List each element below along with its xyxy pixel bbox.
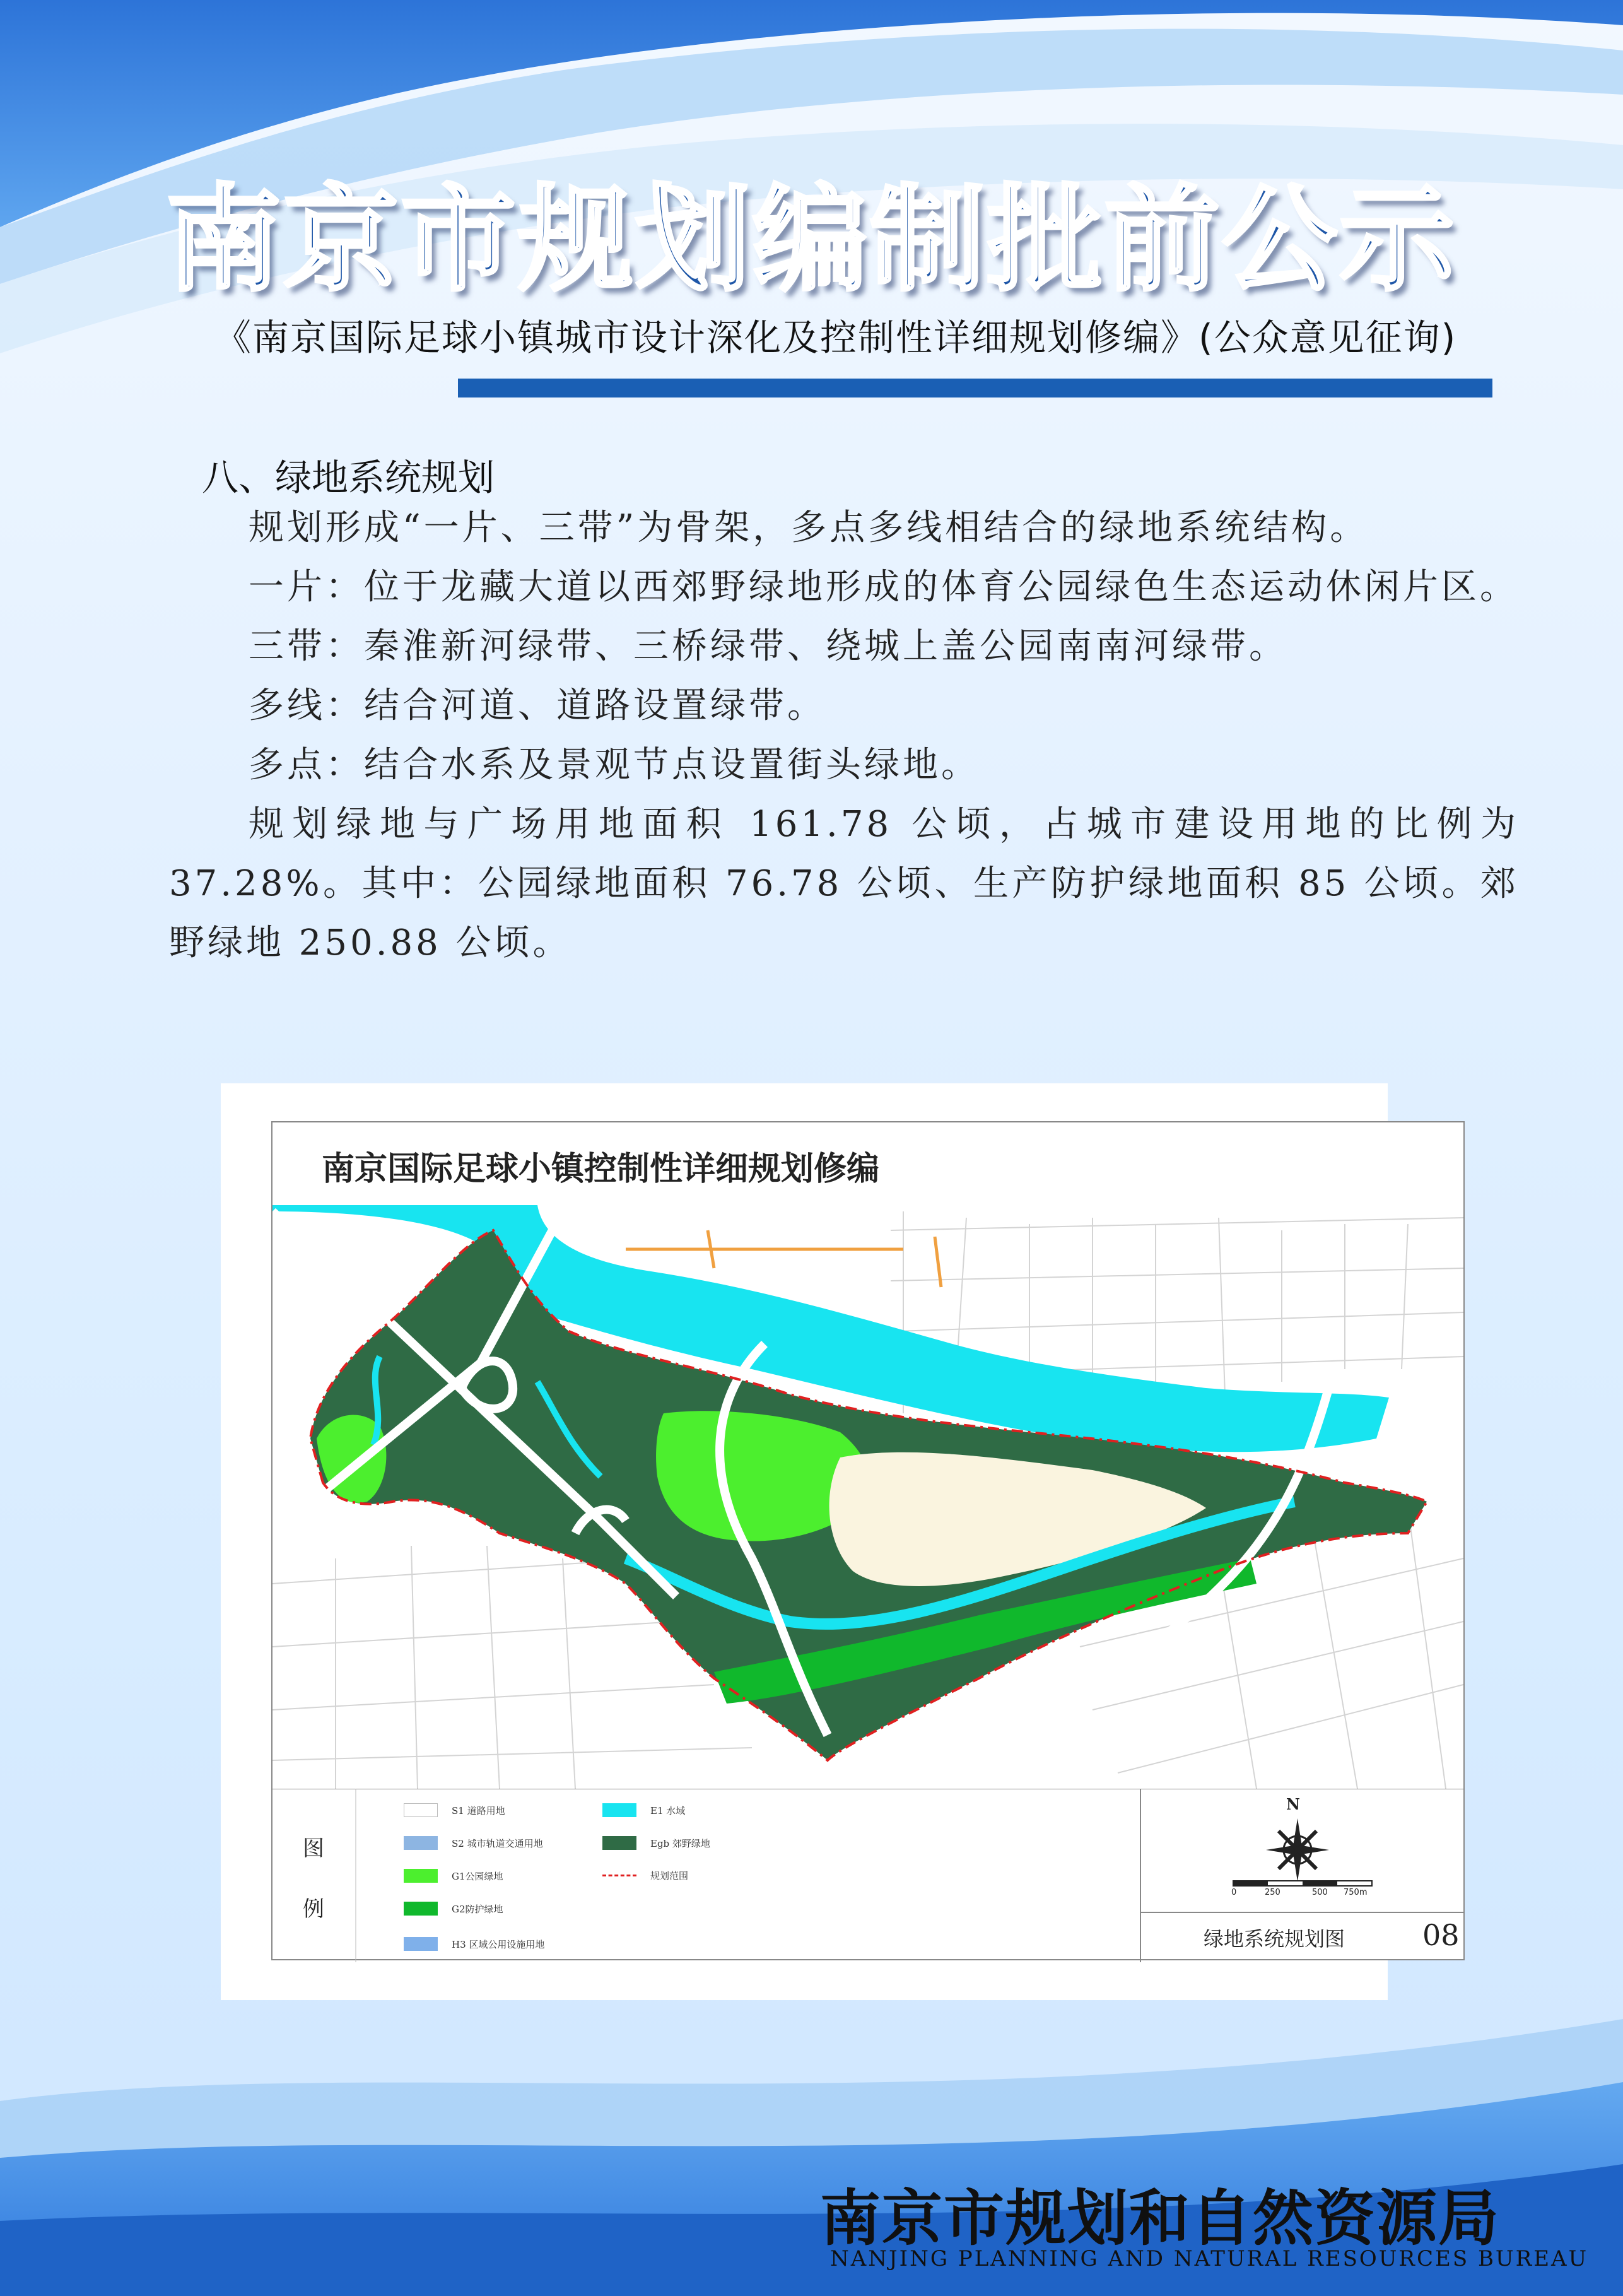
plan-subtitle: 《南京国际足球小镇城市设计深化及控制性详细规划修编》(公众意见征询) <box>214 316 1457 359</box>
legend-item: E1 水域 <box>602 1803 685 1817</box>
scale-label: 250 <box>1265 1888 1280 1897</box>
green-space-plan-map <box>272 1205 1463 1789</box>
legend-item: G2防护绿地 <box>404 1902 503 1916</box>
legend-item: Egb 郊野绿地 <box>602 1836 710 1850</box>
north-arrow-icon <box>1266 1818 1329 1881</box>
scale-label: 750m <box>1344 1888 1368 1897</box>
legend-item: 规划范围 <box>602 1869 688 1882</box>
section-body <box>169 498 1519 973</box>
paragraph: 三带：秦淮新河绿带、三桥绿带、绕城上盖公园南南河绿带。 <box>249 626 1287 667</box>
sheet-number: 08 <box>1422 1918 1460 1952</box>
scale-label: 0 <box>1231 1888 1237 1897</box>
legend-heading: 图 <box>303 1836 324 1861</box>
map-title: 南京国际足球小镇控制性详细规划修编 <box>322 1150 880 1188</box>
subtitle-underline-bar <box>458 379 1492 397</box>
north-label: N <box>1286 1795 1300 1813</box>
paragraph: 多线：结合河道、道路设置绿带。 <box>249 685 826 726</box>
paragraph: 一片：位于龙藏大道以西郊野绿地形成的体育公园绿色生态运动休闲片区。 <box>249 567 1518 608</box>
sheet-name: 绿地系统规划图 <box>1204 1927 1345 1951</box>
scale-bar <box>1233 1881 1372 1886</box>
paragraph: 规划绿地与广场用地面积 161.78 公顷，占城市建设用地的比例为 37.28%。其中：公园绿地面积 76.78 公顷、生产防护绿地面积 85 公顷。郊野绿地 250.88 公顷。 <box>169 804 1519 963</box>
organization-name-en: NANJING PLANNING AND NATURAL RESOURCES BUREAU <box>830 2246 1589 2271</box>
legend-item: S2 城市轨道交通用地 <box>404 1836 543 1850</box>
paragraph: 多点：结合水系及景观节点设置街头绿地。 <box>249 745 980 786</box>
legend-item: H3 区域公用设施用地 <box>404 1937 544 1951</box>
legend-heading: 例 <box>303 1897 324 1922</box>
legend-item: G1公园绿地 <box>404 1869 503 1883</box>
section-heading: 八、绿地系统规划 <box>202 456 495 499</box>
scale-label: 500 <box>1312 1888 1328 1897</box>
legend-item: S1 道路用地 <box>404 1803 505 1817</box>
paragraph: 规划形成“一片、三带”为骨架，多点多线相结合的绿地系统结构。 <box>249 507 1369 548</box>
organization-name-cn: 南京市规划和自然资源局 <box>820 2182 1500 2254</box>
page-title: 南京市规划编制批前公示 <box>166 172 1457 307</box>
